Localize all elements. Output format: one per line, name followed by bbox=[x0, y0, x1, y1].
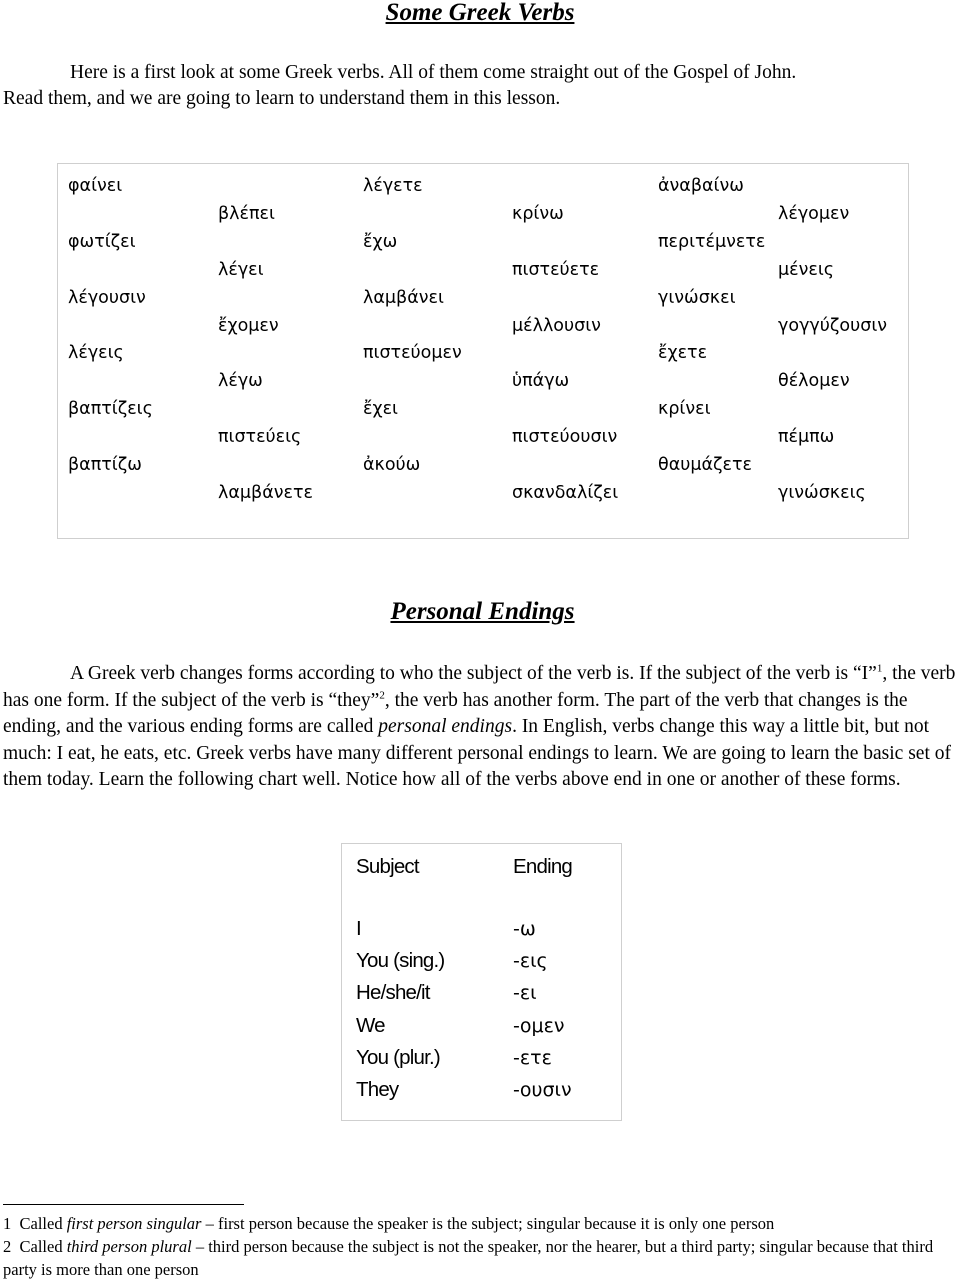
verb-word: λέγεις bbox=[68, 343, 124, 364]
footnote-number: 1 bbox=[3, 1214, 12, 1233]
ending-subject: You (plur.) bbox=[356, 1045, 440, 1069]
verb-word: μένεις bbox=[778, 259, 835, 280]
paragraph-text-3: , the verb has another form. The part of the verb that changes is the ending, and the various ending forms are called bbox=[3, 689, 908, 737]
verb-row bbox=[58, 423, 908, 451]
verb-word: θέλομεν bbox=[778, 371, 850, 392]
verb-word: λέγουσιν bbox=[68, 287, 146, 308]
verb-word: γινώσκει bbox=[658, 287, 736, 308]
verb-word: φωτίζει bbox=[68, 231, 136, 252]
endings-table-row bbox=[342, 1010, 621, 1042]
verb-word: λέγει bbox=[218, 259, 264, 280]
verb-row bbox=[58, 339, 908, 367]
verb-word: περιτέμνετε bbox=[658, 231, 766, 252]
page-title: Some Greek Verbs bbox=[385, 0, 575, 26]
verb-word: ἔχετε bbox=[658, 343, 708, 364]
footnote-1 bbox=[3, 1212, 958, 1235]
verb-word: γογγύζουσιν bbox=[778, 315, 888, 336]
verb-word: ὑπάγω bbox=[512, 371, 570, 392]
ending-subject: I bbox=[356, 917, 361, 940]
verb-word: λέγομεν bbox=[778, 203, 850, 224]
section-heading: Personal Endings bbox=[390, 598, 575, 625]
footnote-2 bbox=[3, 1235, 958, 1281]
verb-word: πιστεύετε bbox=[512, 259, 600, 280]
verb-row bbox=[58, 451, 908, 479]
endings-table-row bbox=[342, 1074, 621, 1106]
ending-subject: He/she/it bbox=[356, 981, 430, 1005]
verb-word: γινώσκεις bbox=[778, 482, 866, 503]
ending-subject: They bbox=[356, 1078, 399, 1101]
verb-word: κρίνω bbox=[512, 203, 564, 224]
verb-word: φαίνει bbox=[68, 176, 123, 196]
footnote-text: – third person because the subject is not the speaker, nor the hearer, but a third party; singular because that third party is more than one person bbox=[3, 1237, 934, 1279]
header-ending: Ending bbox=[513, 855, 573, 878]
footnote-text: – first person because the speaker is the subject; singular because it is only one person bbox=[201, 1214, 775, 1233]
verb-word: θαυμάζετε bbox=[658, 455, 753, 475]
paragraph-text-2: , the verb has one form. If the subject of the verb is “they” bbox=[3, 663, 956, 711]
ending-subject: We bbox=[356, 1013, 385, 1037]
verb-row bbox=[58, 228, 908, 256]
paragraph-term: personal endings bbox=[378, 716, 513, 737]
personal-endings-paragraph bbox=[3, 661, 958, 794]
footnotes bbox=[3, 1212, 958, 1281]
verb-word: πέμπω bbox=[778, 427, 835, 448]
verb-word: λέγω bbox=[218, 371, 263, 392]
footnote-text: Called bbox=[19, 1214, 67, 1233]
verb-word: λαμβάνετε bbox=[218, 482, 313, 503]
paragraph-text-4: . In English, verbs change this way a little bit, but not much: I eat, he eats, etc. Greek verbs have many different personal endings to learn. We are going to learn the basic set of them today. Learn the following chart well. Notice how all of the verbs above end in one or another of these forms. bbox=[3, 716, 951, 790]
footnote-term: third person plural bbox=[66, 1237, 192, 1256]
footnote-text: Called bbox=[19, 1237, 67, 1256]
ending-form: -ουσιν bbox=[513, 1079, 572, 1101]
footnote-term: first person singular bbox=[66, 1214, 202, 1233]
endings-table-row bbox=[342, 1042, 621, 1074]
paragraph-text-1: A Greek verb changes forms according to who the subject of the verb is. If the subject of the verb is “I” bbox=[70, 663, 877, 684]
endings-table-row bbox=[342, 977, 621, 1009]
verb-row bbox=[58, 284, 908, 312]
verb-word: βλέπει bbox=[218, 203, 275, 224]
verb-word: πιστεύομεν bbox=[363, 343, 462, 364]
endings-table-row bbox=[342, 913, 621, 945]
endings-table bbox=[341, 843, 622, 1121]
verb-word: ἀκούω bbox=[363, 455, 421, 475]
intro-paragraph bbox=[3, 60, 953, 112]
verb-row bbox=[58, 200, 908, 228]
endings-table-row bbox=[342, 945, 621, 977]
verb-word: λέγετε bbox=[363, 176, 423, 196]
verb-word: μέλλουσιν bbox=[512, 315, 601, 336]
verb-row bbox=[58, 256, 908, 284]
ending-form: -ει bbox=[513, 982, 537, 1005]
ending-form: -ομεν bbox=[513, 1014, 565, 1037]
verb-word: βαπτίζω bbox=[68, 455, 142, 475]
footnote-divider bbox=[3, 1204, 244, 1205]
verb-row bbox=[58, 395, 908, 423]
verb-row bbox=[58, 367, 908, 395]
verb-word: βαπτίζεις bbox=[68, 399, 153, 420]
intro-line-1: Here is a first look at some Greek verbs. All of them come straight out of the Gospel of John. bbox=[70, 62, 797, 83]
verb-word: πιστεύουσιν bbox=[512, 427, 618, 448]
verb-word: κρίνει bbox=[658, 399, 711, 420]
ending-subject: You (sing.) bbox=[356, 949, 445, 973]
ending-form: -ω bbox=[513, 918, 536, 940]
ending-form: -ετε bbox=[513, 1046, 552, 1069]
ending-form: -εις bbox=[513, 950, 548, 973]
verb-list-box bbox=[57, 163, 909, 539]
verb-word: λαμβάνει bbox=[363, 287, 444, 308]
verb-row bbox=[58, 479, 908, 507]
verb-word: πιστεύεις bbox=[218, 427, 302, 448]
verb-word: ἔχει bbox=[363, 399, 398, 420]
verb-word: ἔχω bbox=[363, 231, 398, 252]
endings-table-header bbox=[342, 851, 621, 883]
intro-line-2: Read them, and we are going to learn to understand them in this lesson. bbox=[3, 88, 561, 109]
footnote-ref-1: 1 bbox=[876, 662, 883, 675]
verb-row bbox=[58, 312, 908, 340]
footnote-ref-2: 2 bbox=[379, 689, 385, 701]
verb-row bbox=[58, 172, 908, 200]
verb-word: ἔχομεν bbox=[218, 315, 279, 336]
footnote-number: 2 bbox=[3, 1237, 12, 1256]
verb-word: σκανδαλίζει bbox=[512, 482, 619, 503]
header-subject: Subject bbox=[356, 855, 419, 878]
verb-word: ἀναβαίνω bbox=[658, 176, 744, 196]
